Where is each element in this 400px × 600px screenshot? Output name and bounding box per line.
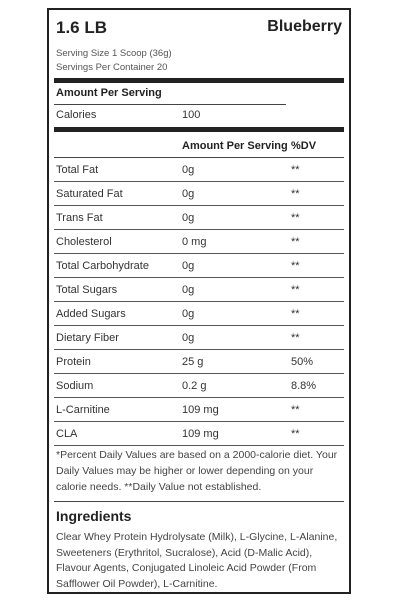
- nutrient-name: Total Fat: [56, 164, 99, 176]
- column-header-dv: %DV: [291, 140, 317, 152]
- nutrient-name: Trans Fat: [56, 212, 103, 224]
- nutrient-amount: 0g: [182, 284, 195, 296]
- nutrient-dv: **: [291, 212, 300, 224]
- nutrient-dv: **: [291, 260, 300, 272]
- nutrient-amount: 0.2 g: [182, 380, 207, 392]
- nutrient-amount: 25 g: [182, 356, 204, 368]
- flavor-name: Blueberry: [267, 18, 342, 35]
- nutrient-dv: **: [291, 428, 300, 440]
- nutrient-name: Cholesterol: [56, 236, 112, 248]
- nutrient-amount: 0g: [182, 260, 195, 272]
- nutrient-name: Protein: [56, 356, 91, 368]
- table-row: [54, 374, 344, 398]
- ingredients-list: Clear Whey Protein Hydrolysate (Milk), L-Glycine, L-Alanine, Sweeteners (Erythritol, Sucralose), Acid (D-Malic Acid), Flavour Agents, Conjugated Linoleic Acid Powder (From Safflower Oil Powder), L-Carnitine.: [56, 531, 338, 590]
- daily-value-footnote: *Percent Daily Values are based on a 2000-calorie diet. Your Daily Values may be higher or lower depending on your calorie needs. **Daily Value not established.: [56, 449, 338, 493]
- nutrient-dv: **: [291, 164, 300, 176]
- calories-value: 100: [182, 109, 201, 121]
- table-row: [54, 422, 344, 446]
- table-row: [54, 326, 344, 350]
- table-row: [54, 230, 344, 254]
- net-weight: 1.6 LB: [56, 18, 108, 37]
- table-row: [54, 398, 344, 422]
- ingredients-title: Ingredients: [56, 508, 132, 524]
- nutrient-name: Saturated Fat: [56, 188, 123, 200]
- nutrient-dv: **: [291, 284, 300, 296]
- table-row: [54, 182, 344, 206]
- amount-per-serving-heading: Amount Per Serving: [56, 87, 162, 99]
- column-header-amount: Amount Per Serving: [182, 140, 288, 152]
- nutrient-name: Dietary Fiber: [56, 332, 119, 344]
- nutrient-dv: **: [291, 404, 300, 416]
- nutrient-dv: **: [291, 332, 300, 344]
- calories-label: Calories: [56, 109, 97, 121]
- table-row: [54, 254, 344, 278]
- nutrient-amount: 109 mg: [182, 404, 219, 416]
- thin-divider: [54, 104, 286, 105]
- nutrient-name: Added Sugars: [56, 308, 126, 320]
- servings-per-container: Servings Per Container 20: [56, 62, 168, 73]
- thick-divider: [54, 78, 344, 83]
- nutrient-name: Total Sugars: [56, 284, 118, 296]
- table-row: [54, 158, 344, 182]
- nutrient-dv: **: [291, 236, 300, 248]
- nutrient-name: Total Carbohydrate: [56, 260, 149, 272]
- nutrient-name: Sodium: [56, 380, 94, 392]
- nutrient-name: L-Carnitine: [56, 404, 110, 416]
- title-row: [56, 18, 342, 42]
- nutrient-name: CLA: [56, 428, 78, 440]
- nutrient-amount: 0g: [182, 332, 195, 344]
- nutrient-dv: **: [291, 188, 300, 200]
- nutrition-facts-panel: [47, 8, 351, 594]
- nutrient-amount: 0g: [182, 164, 195, 176]
- nutrient-amount: 109 mg: [182, 428, 219, 440]
- thick-divider: [54, 127, 344, 132]
- table-row: [54, 350, 344, 374]
- nutrient-dv: 8.8%: [291, 380, 317, 392]
- nutrient-dv: **: [291, 308, 300, 320]
- serving-size: Serving Size 1 Scoop (36g): [56, 48, 172, 59]
- table-row: [54, 278, 344, 302]
- nutrient-amount: 0 mg: [182, 236, 207, 248]
- nutrient-amount: 0g: [182, 308, 195, 320]
- table-row: [54, 302, 344, 326]
- nutrient-amount: 0g: [182, 188, 195, 200]
- nutrient-amount: 0g: [182, 212, 195, 224]
- thin-divider: [54, 501, 344, 502]
- nutrient-dv: 50%: [291, 356, 314, 368]
- table-row: [54, 206, 344, 230]
